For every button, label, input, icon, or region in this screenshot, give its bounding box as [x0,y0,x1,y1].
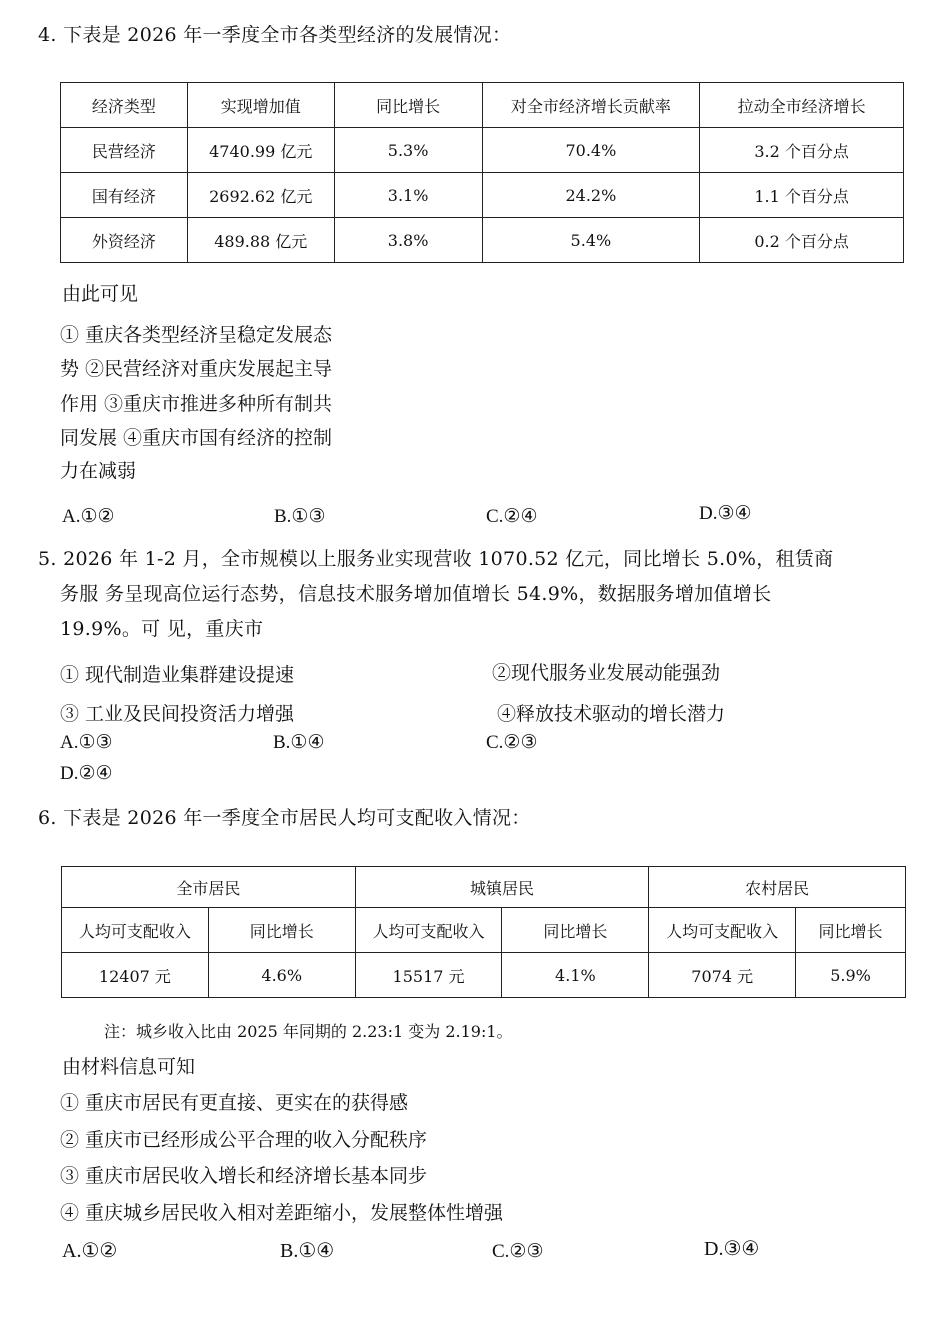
table-cell: 7074 元 [649,953,796,998]
table-header-cell: 实现增加值 [187,83,334,128]
table-cell: 5.3% [334,128,482,173]
q4-statement-line: 力在减弱 [60,460,137,482]
q6-income-table [61,866,906,998]
q4-statement-line: ① 重庆各类型经济呈稳定发展态 [60,324,333,346]
q6-stem: 6. 下表是 2026 年一季度全市居民人均可支配收入情况： [38,807,531,829]
table-cell: 外资经济 [61,218,188,263]
q4-option-d[interactable]: D.③④ [699,503,752,524]
table-header-cell: 拉动全市经济增长 [700,83,904,128]
q4-lead: 由此可见 [62,283,139,305]
table-header-cell: 人均可支配收入 [649,908,796,953]
table-cell: 12407 元 [62,953,209,998]
table-cell: 3.8% [334,218,482,263]
table-cell: 5.4% [482,218,700,263]
q4-statement-line: 势 ②民营经济对重庆发展起主导 [60,358,333,380]
table-cell: 0.2 个百分点 [700,218,904,263]
q4-option-b[interactable]: B.①③ [274,506,326,527]
table-header-row [61,83,904,128]
table-header-cell: 同比增长 [502,908,649,953]
table-row [61,218,904,263]
q6-lead: 由材料信息可知 [62,1056,196,1078]
q5-statement: ④释放技术驱动的增长潜力 [497,703,726,725]
q5-option-d[interactable]: D.②④ [60,763,113,784]
q4-economy-table [60,82,904,263]
table-group-header: 全市居民 [62,867,356,908]
q5-option-a[interactable]: A.①③ [60,732,113,753]
table-cell: 24.2% [482,173,700,218]
table-header-cell: 同比增长 [796,908,906,953]
table-header-cell: 对全市经济增长贡献率 [482,83,700,128]
q6-statement: ① 重庆市居民有更直接、更实在的获得感 [60,1092,409,1114]
table-cell: 3.2 个百分点 [700,128,904,173]
table-cell: 国有经济 [61,173,188,218]
q6-option-a[interactable]: A.①② [62,1240,118,1262]
table-cell: 4740.99 亿元 [187,128,334,173]
table-header-cell: 人均可支配收入 [355,908,502,953]
table-group-header: 农村居民 [649,867,906,908]
q5-option-c[interactable]: C.②③ [486,732,538,753]
q6-statement: ② 重庆市已经形成公平合理的收入分配秩序 [60,1129,428,1151]
table-header-cell: 人均可支配收入 [62,908,209,953]
table-cell: 1.1 个百分点 [700,173,904,218]
table-row [62,953,906,998]
q6-option-d[interactable]: D.③④ [704,1238,760,1260]
q4-option-c[interactable]: C.②④ [486,506,538,527]
q5-statement: ① 现代制造业集群建设提速 [60,664,295,686]
q5-stem-line: 务服 务呈现高位运行态势，信息技术服务增加值增长 54.9%，数据服务增加值增长 [60,583,772,605]
q6-statement: ③ 重庆市居民收入增长和经济增长基本同步 [60,1165,428,1187]
q5-option-b[interactable]: B.①④ [273,732,325,753]
q6-statement: ④ 重庆城乡居民收入相对差距缩小，发展整体性增强 [60,1202,504,1224]
q6-note: 注：城乡收入比由 2025 年同期的 2.23:1 变为 2.19:1。 [104,1022,513,1041]
q6-option-b[interactable]: B.①④ [280,1240,335,1262]
q5-statement: ③ 工业及民间投资活力增强 [60,703,295,725]
q6-option-c[interactable]: C.②③ [492,1241,544,1262]
q4-statement-line: 同发展 ④重庆市国有经济的控制 [60,427,333,449]
table-cell: 4.6% [208,953,355,998]
table-group-header: 城镇居民 [355,867,649,908]
table-header-cell: 经济类型 [61,83,188,128]
table-cell: 2692.62 亿元 [187,173,334,218]
table-cell: 70.4% [482,128,700,173]
table-header-cell: 同比增长 [208,908,355,953]
table-cell: 15517 元 [355,953,502,998]
q4-option-a[interactable]: A.①② [62,506,115,527]
table-cell: 489.88 亿元 [187,218,334,263]
table-cell: 5.9% [796,953,906,998]
q5-stem-line: 5. 2026 年 1-2 月，全市规模以上服务业实现营收 1070.52 亿元，同比增长 5.0%，租赁商 [38,548,834,570]
q4-statement-line: 作用 ③重庆市推进多种所有制共 [60,393,333,415]
table-header-row [62,908,906,953]
table-header-cell: 同比增长 [334,83,482,128]
table-cell: 3.1% [334,173,482,218]
q4-stem: 4. 下表是 2026 年一季度全市各类型经济的发展情况： [38,24,512,46]
q5-stem-line: 19.9%。可 见，重庆市 [60,618,264,640]
table-row [61,173,904,218]
table-row [61,128,904,173]
table-group-row [62,867,906,908]
table-cell: 民营经济 [61,128,188,173]
table-cell: 4.1% [502,953,649,998]
q5-statement: ②现代服务业发展动能强劲 [492,662,721,684]
